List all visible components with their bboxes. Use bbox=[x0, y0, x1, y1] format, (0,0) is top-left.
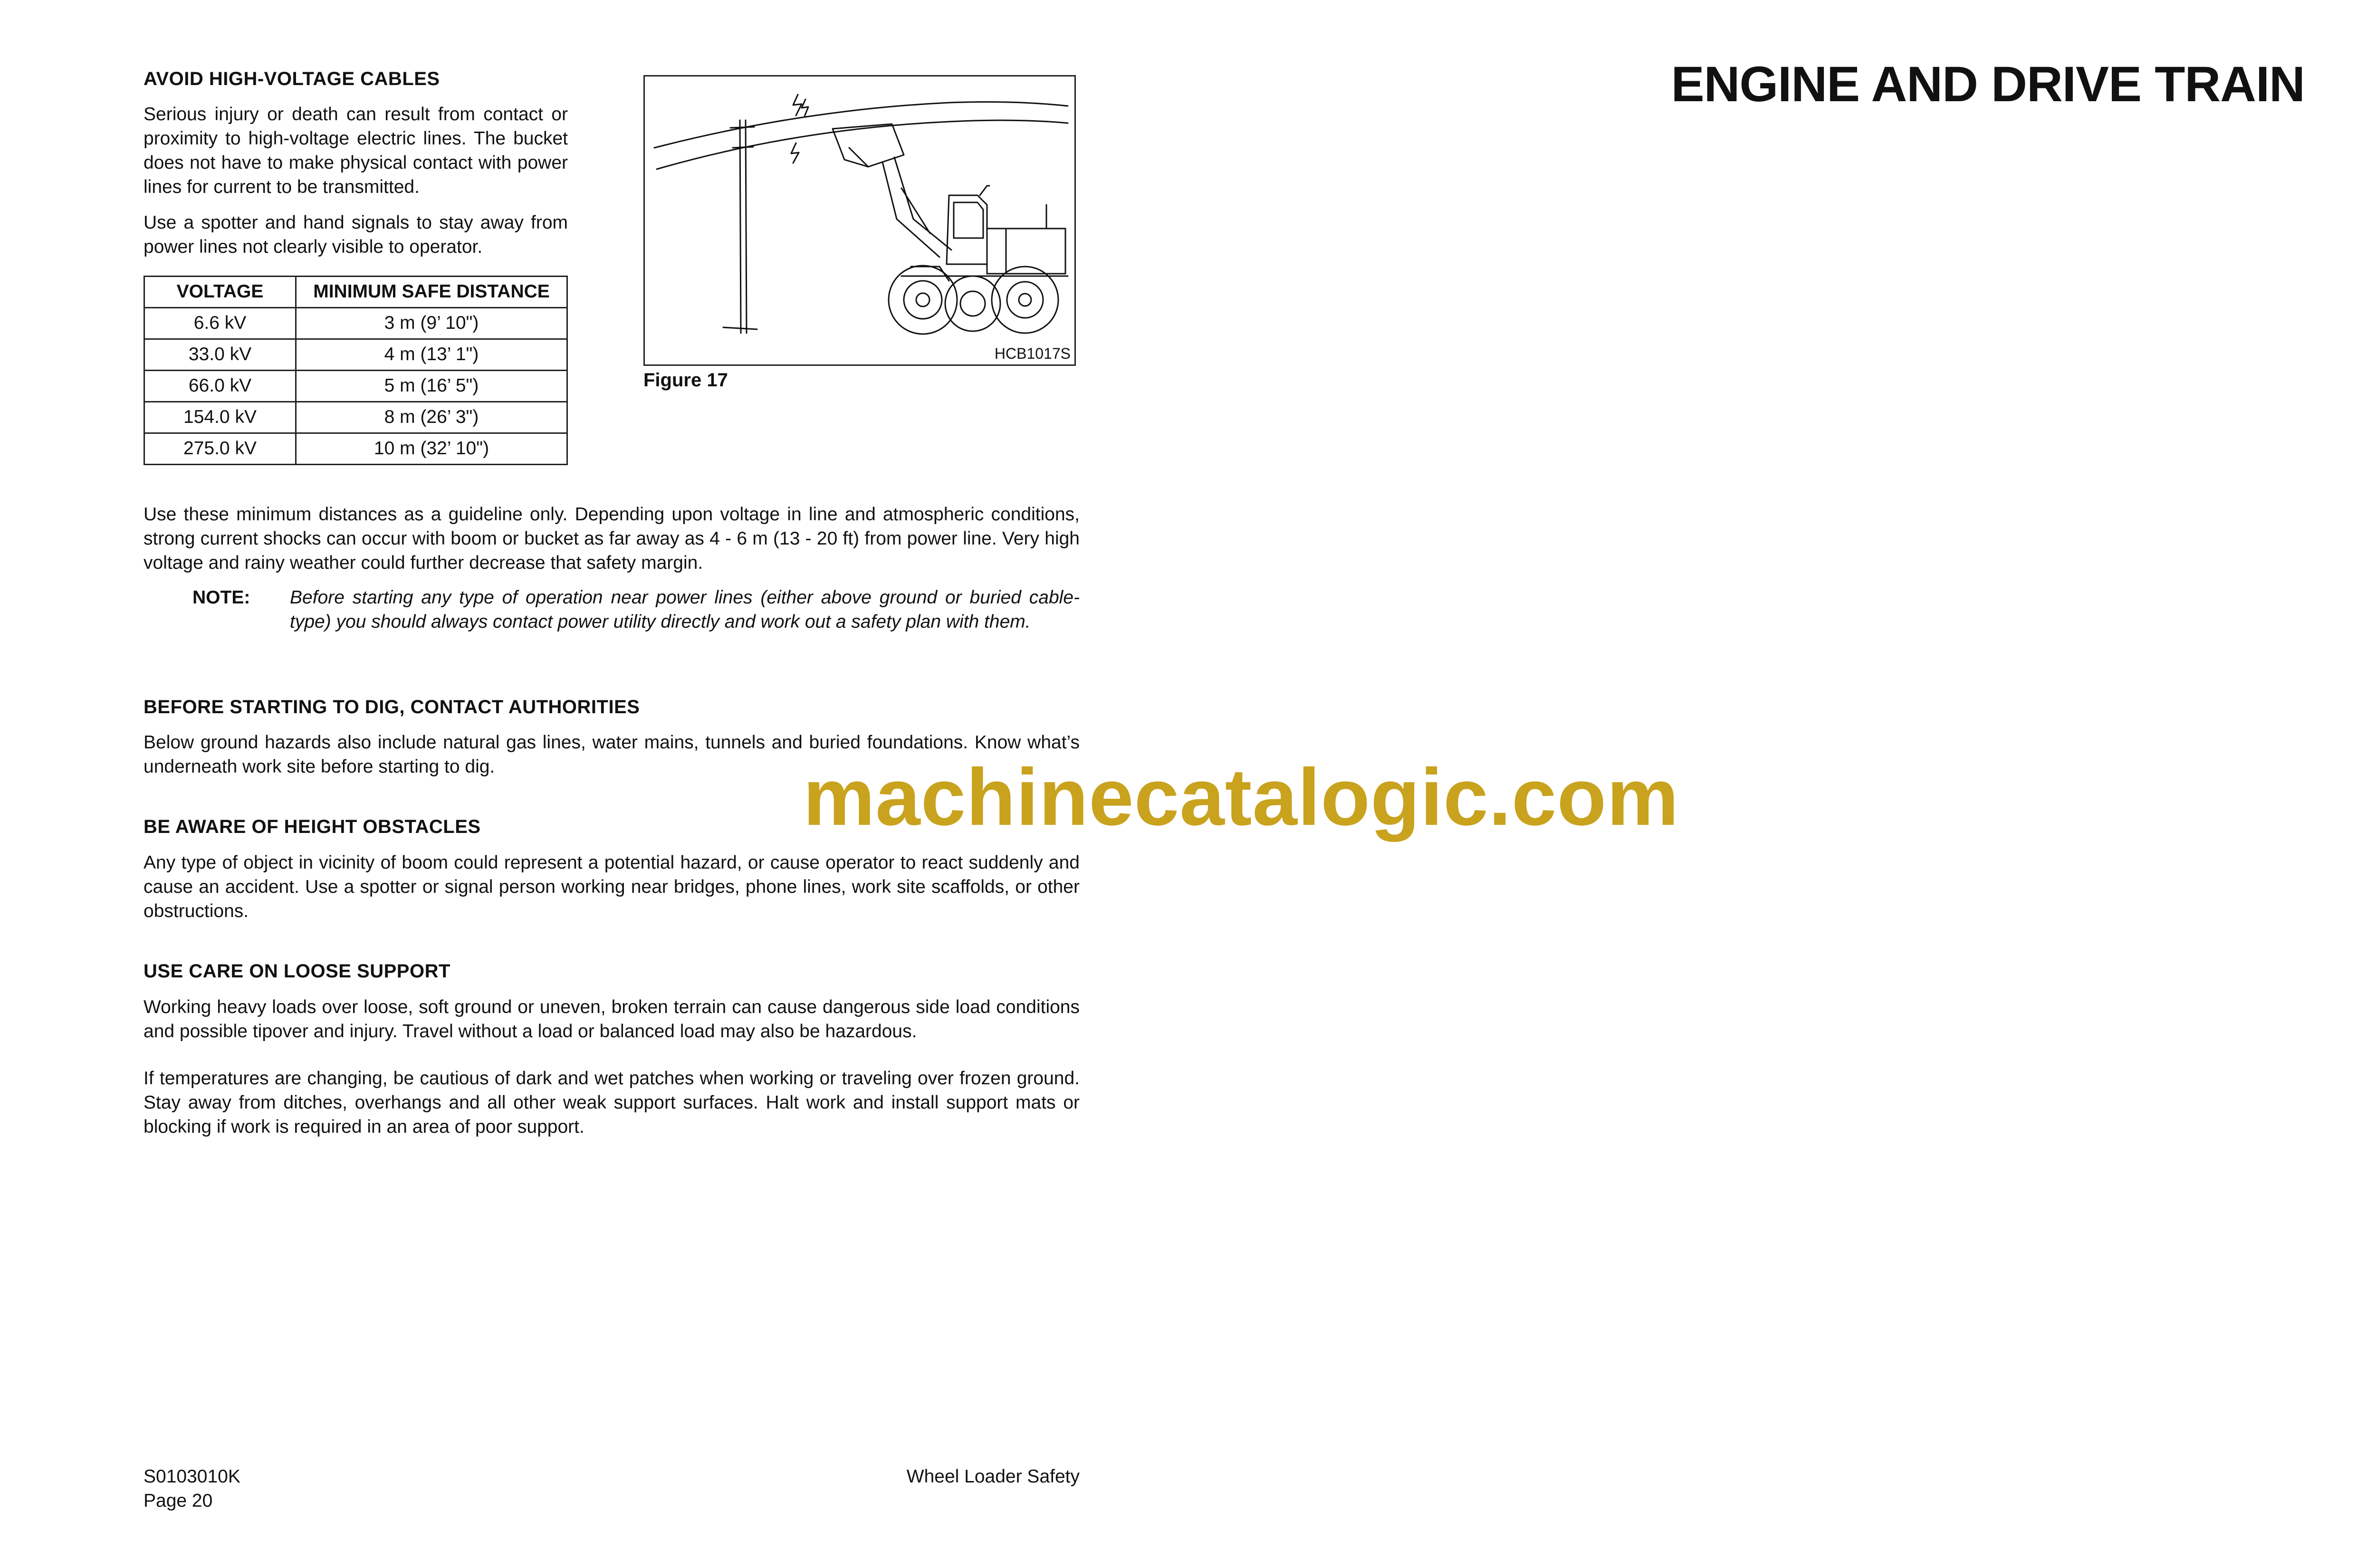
table-row bbox=[144, 402, 567, 433]
figure-17 bbox=[643, 75, 1076, 366]
section-heading-high-voltage: AVOID HIGH-VOLTAGE CABLES bbox=[144, 68, 440, 89]
table-header-distance: MINIMUM SAFE DISTANCE bbox=[296, 277, 567, 308]
chapter-title: ENGINE AND DRIVE TRAIN bbox=[1671, 57, 2305, 112]
table-row bbox=[144, 371, 567, 402]
table-cell-distance: 10 m (32’ 10") bbox=[296, 433, 567, 465]
table-row bbox=[144, 339, 567, 371]
table-cell-distance: 5 m (16’ 5") bbox=[296, 371, 567, 402]
table-cell-voltage: 275.0 kV bbox=[144, 433, 296, 465]
note-label: NOTE: bbox=[192, 587, 250, 608]
table-cell-voltage: 6.6 kV bbox=[144, 308, 296, 339]
table-row bbox=[144, 433, 567, 465]
high-voltage-paragraph-2: Use a spotter and hand signals to stay away from power lines not clearly visible to operator. bbox=[144, 212, 568, 257]
figure-caption: Figure 17 bbox=[643, 370, 728, 391]
wheel-loader-power-line-illustration bbox=[645, 76, 1074, 364]
table-cell-distance: 3 m (9’ 10") bbox=[296, 308, 567, 339]
table-header-row bbox=[144, 277, 567, 308]
footer-manual-title: Wheel Loader Safety bbox=[906, 1466, 1080, 1487]
dig-paragraph: Below ground hazards also include natural gas lines, water mains, tunnels and buried foundations. Know what’s underneath work site before starting to dig. bbox=[144, 732, 1080, 777]
section-heading-loose-support: USE CARE ON LOOSE SUPPORT bbox=[144, 961, 450, 982]
safe-distance-table-wrapper bbox=[144, 276, 568, 465]
table-cell-voltage: 154.0 kV bbox=[144, 402, 296, 433]
high-voltage-paragraph-1: Serious injury or death can result from contact or proximity to high-voltage electric lines. The bucket does not have to make physical contact with power lines for current to be transmitted. bbox=[144, 104, 568, 197]
table-cell-distance: 8 m (26’ 3") bbox=[296, 402, 567, 433]
footer-doc-number: S0103010K bbox=[144, 1466, 240, 1487]
note-text: Before starting any type of operation near power lines (either above ground or buried cable-type) you should always contact power utility directly and work out a safety plan with them. bbox=[290, 587, 1080, 632]
loose-support-paragraph-2: If temperatures are changing, be cautious of dark and wet patches when working or traveling over frozen ground. Stay away from ditches, overhangs and all other weak support surfaces. Halt work and install support mats or blocking if work is required in an area of poor support. bbox=[144, 1068, 1080, 1137]
watermark: machinecatalogic.com bbox=[803, 752, 1679, 842]
table-cell-voltage: 66.0 kV bbox=[144, 371, 296, 402]
table-cell-voltage: 33.0 kV bbox=[144, 339, 296, 371]
section-heading-height: BE AWARE OF HEIGHT OBSTACLES bbox=[144, 816, 481, 837]
loose-support-paragraph-1: Working heavy loads over loose, soft ground or uneven, broken terrain can cause dangerous side load conditions and possible tipover and injury. Travel without a load or balanced load may also be hazardous. bbox=[144, 997, 1080, 1042]
table-cell-distance: 4 m (13’ 1") bbox=[296, 339, 567, 371]
footer-page-number: Page 20 bbox=[144, 1491, 213, 1511]
height-paragraph: Any type of object in vicinity of boom could represent a potential hazard, or cause operator to react suddenly and cause an accident. Use a spotter or signal person working near bridges, phone lines, work site scaffolds, or other obstructions. bbox=[144, 852, 1080, 921]
safe-distance-table bbox=[144, 276, 568, 465]
guideline-paragraph: Use these minimum distances as a guideline only. Depending upon voltage in line and atmospheric conditions, strong current shocks can occur with boom or bucket as far away as 4 - 6 m (13 - 20 ft) from power line. Very high voltage and rainy weather could further decrease that safety margin. bbox=[144, 504, 1080, 573]
table-row bbox=[144, 308, 567, 339]
figure-id-label: HCB1017S bbox=[994, 345, 1071, 362]
table-header-voltage: VOLTAGE bbox=[144, 277, 296, 308]
section-heading-dig: BEFORE STARTING TO DIG, CONTACT AUTHORITIES bbox=[144, 697, 640, 717]
